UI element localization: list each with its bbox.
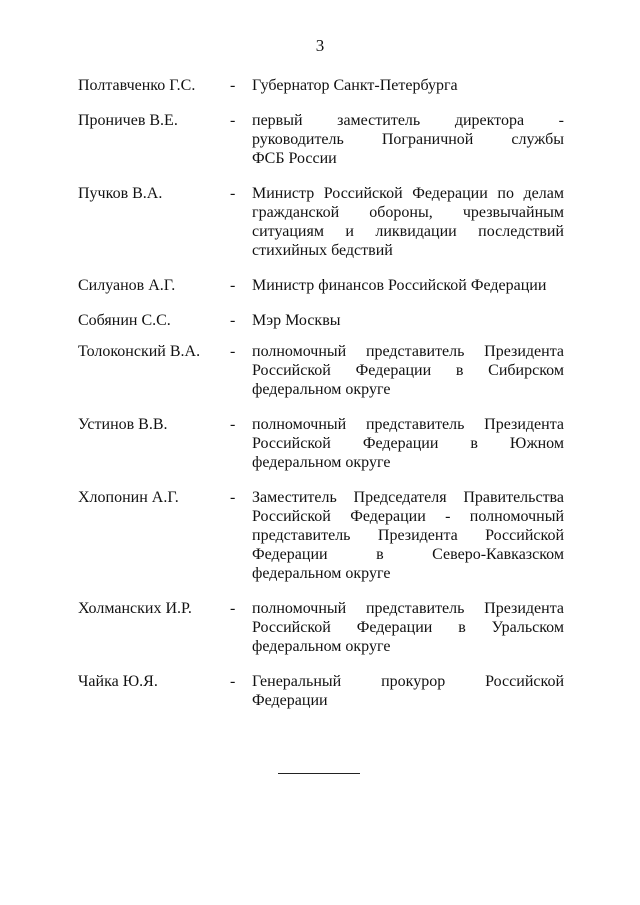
person-name: Силуанов А.Г. (78, 277, 176, 294)
person-name: Толоконский В.А. (78, 343, 201, 360)
position-line: Российской Федерации - полномочный (252, 508, 564, 525)
position-line: федеральном округе (252, 381, 391, 398)
position-title (252, 342, 564, 399)
person-name: Проничев В.Е. (78, 112, 178, 129)
position-line: Российской Федерации в Южном (252, 435, 564, 452)
dash-separator: - (230, 112, 236, 129)
position-title (252, 276, 564, 295)
position-line: Министр Российской Федерации по делам (252, 185, 564, 202)
position-line: Российской Федерации в Уральском (252, 619, 564, 636)
position-line: Федерации в Северо-Кавказском (252, 546, 564, 563)
roster-entry (78, 76, 564, 95)
person-name: Холманских И.Р. (78, 600, 192, 617)
position-line: Министр финансов Российской Федерации (252, 277, 547, 294)
dash-separator: - (230, 673, 236, 690)
position-line: полномочный представитель Президента (252, 600, 564, 617)
dash-separator: - (230, 416, 236, 433)
roster-entry (78, 342, 564, 399)
position-line: федеральном округе (252, 565, 391, 582)
position-line: полномочный представитель Президента (252, 416, 564, 433)
person-name: Полтавченко Г.С. (78, 77, 196, 94)
roster-entry (78, 599, 564, 656)
roster-entry (78, 488, 564, 583)
person-name: Чайка Ю.Я. (78, 673, 158, 690)
dash-separator: - (230, 77, 236, 94)
roster-entry (78, 311, 564, 330)
position-line: Федерации (252, 692, 328, 709)
position-line: полномочный представитель Президента (252, 343, 564, 360)
person-name: Пучков В.А. (78, 185, 163, 202)
position-title (252, 311, 564, 330)
position-line: руководитель Пограничной службы (252, 131, 564, 148)
position-title (252, 415, 564, 472)
position-line: Российской Федерации в Сибирском (252, 362, 564, 379)
dash-separator: - (230, 185, 236, 202)
position-line: Губернатор Санкт-Петербурга (252, 77, 458, 94)
position-line: федеральном округе (252, 454, 391, 471)
position-line: первый заместитель директора - (252, 112, 564, 129)
end-of-list-rule (278, 773, 360, 774)
position-title (252, 111, 564, 168)
dash-separator: - (230, 343, 236, 360)
roster-entry (78, 415, 564, 472)
roster-list (78, 76, 564, 710)
position-line: Мэр Москвы (252, 312, 341, 329)
position-line: стихийных бедствий (252, 242, 393, 259)
position-line: ФСБ России (252, 150, 337, 167)
position-line: представитель Президента Российской (252, 527, 564, 544)
position-title (252, 76, 564, 95)
dash-separator: - (230, 600, 236, 617)
person-name: Собянин С.С. (78, 312, 171, 329)
position-line: ситуациям и ликвидации последствий (252, 223, 564, 240)
position-title (252, 599, 564, 656)
person-name: Устинов В.В. (78, 416, 168, 433)
position-title (252, 488, 564, 583)
roster-entry (78, 184, 564, 260)
position-line: Генеральный прокурор Российской (252, 673, 564, 690)
position-title (252, 672, 564, 710)
dash-separator: - (230, 312, 236, 329)
dash-separator: - (230, 489, 236, 506)
position-line: гражданской обороны, чрезвычайным (252, 204, 564, 221)
position-title (252, 184, 564, 260)
roster-entry (78, 672, 564, 710)
page-number: 3 (315, 36, 325, 55)
position-line: федеральном округе (252, 638, 391, 655)
position-line: Заместитель Председателя Правительства (252, 489, 564, 506)
dash-separator: - (230, 277, 236, 294)
roster-entry (78, 111, 564, 168)
person-name: Хлопонин А.Г. (78, 489, 179, 506)
roster-entry (78, 276, 564, 295)
